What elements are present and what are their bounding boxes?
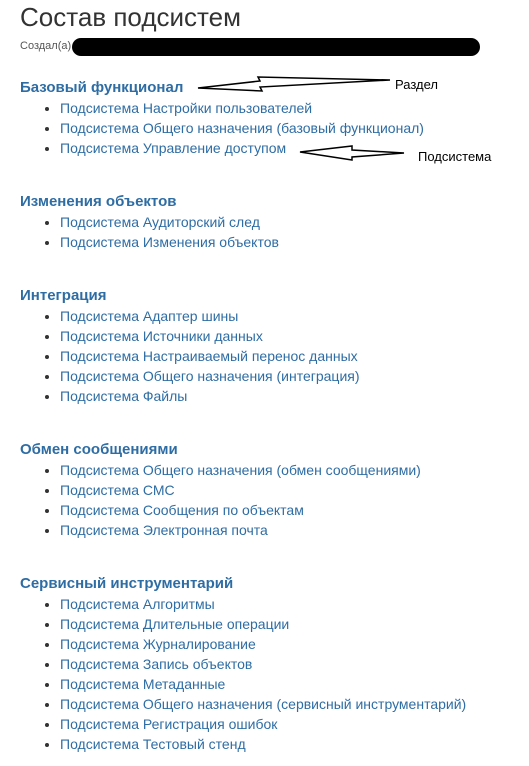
section-title: Интеграция (20, 287, 107, 304)
subsystem-link[interactable]: Подсистема Журналирование (60, 636, 256, 652)
author-label: Создал(а) (20, 40, 72, 52)
subsystem-link[interactable]: Подсистема Изменения объектов (60, 234, 279, 250)
subsystem-link[interactable]: Подсистема Общего назначения (интеграция) (60, 368, 360, 384)
subsystem-link[interactable]: Подсистема Алгоритмы (60, 596, 215, 612)
subsystem-link[interactable]: Подсистема Аудиторский след (60, 214, 260, 230)
subsystem-link[interactable]: Подсистема Длительные операции (60, 616, 290, 632)
subsystem-link[interactable]: Подсистема Регистрация ошибок (60, 716, 278, 732)
subsystem-link[interactable]: Подсистема Настройки пользователей (60, 100, 313, 116)
subsystem-link[interactable]: Подсистема СМС (60, 482, 175, 498)
arrow-to-subsystem-icon (300, 146, 404, 160)
section-title: Изменения объектов (20, 193, 177, 210)
subsystem-link[interactable]: Подсистема Сообщения по объектам (60, 502, 304, 518)
page-title: Состав подсистем (20, 2, 241, 32)
section-title: Обмен сообщениями (20, 441, 178, 458)
section-title: Сервисный инструментарий (20, 575, 234, 592)
subsystem-link[interactable]: Подсистема Настраиваемый перенос данных (60, 348, 358, 364)
subsystem-link[interactable]: Подсистема Управление доступом (60, 140, 287, 156)
annotation-section-label: Раздел (395, 77, 438, 92)
subsystem-link[interactable]: Подсистема Общего назначения (сервисный инструментарий) (60, 696, 467, 712)
subsystem-link[interactable]: Подсистема Метаданные (60, 676, 226, 692)
subsystem-link[interactable]: Подсистема Адаптер шины (60, 308, 239, 324)
subsystem-link[interactable]: Подсистема Источники данных (60, 328, 263, 344)
subsystem-link[interactable]: Подсистема Тестовый стенд (60, 736, 246, 752)
subsystem-link[interactable]: Подсистема Файлы (60, 388, 188, 404)
subsystem-link[interactable]: Подсистема Электронная почта (60, 522, 268, 538)
annotation-subsystem-label: Подсистема (418, 149, 492, 164)
section-title: Базовый функционал (20, 79, 184, 96)
arrow-to-section-icon (198, 77, 390, 91)
subsystem-link[interactable]: Подсистема Запись объектов (60, 656, 253, 672)
subsystem-link[interactable]: Подсистема Общего назначения (базовый функционал) (60, 120, 424, 136)
subsystem-link[interactable]: Подсистема Общего назначения (обмен сообщениями) (60, 462, 421, 478)
